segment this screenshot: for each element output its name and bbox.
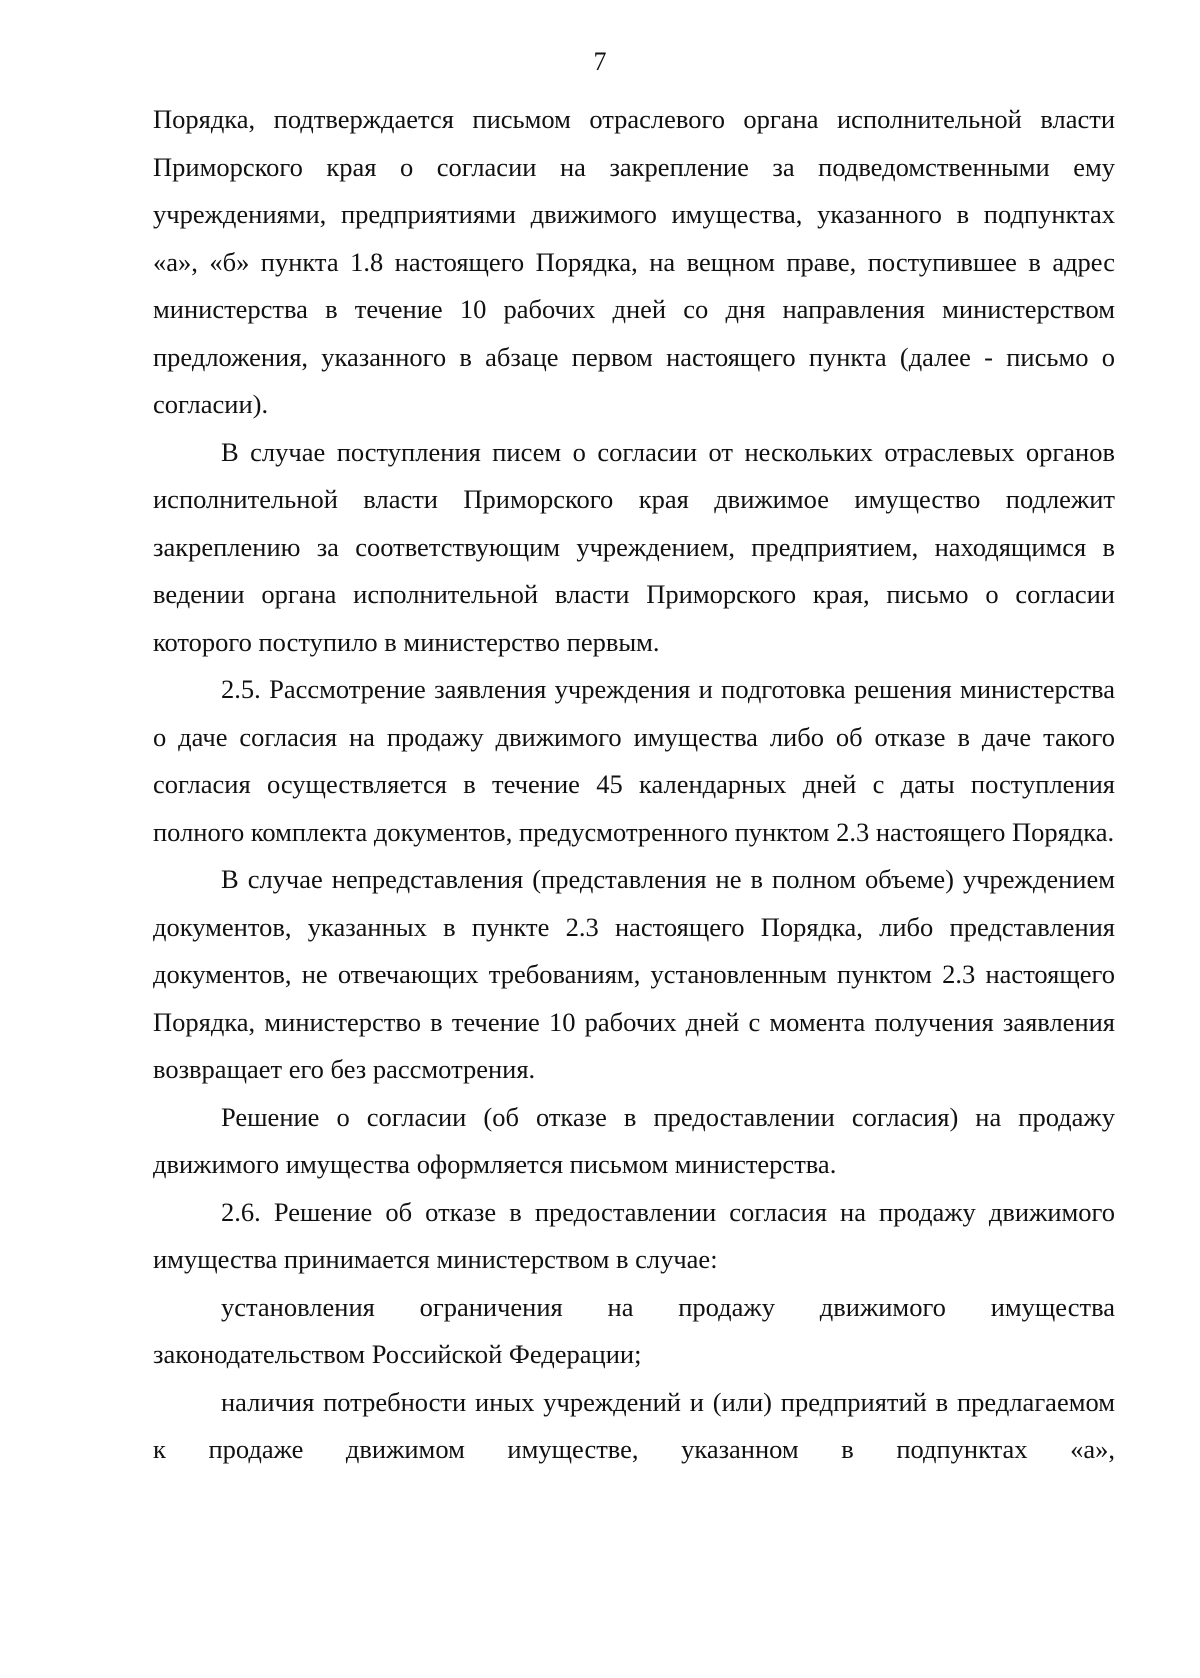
paragraph-continuation: Порядка, подтверждается письмом отраслевого органа исполнительной власти Приморского края о согласии на закрепление за подведомственными ему учреждениями, предприятиями движимого имущества, указанного в подпунктах «а», «б» пункта 1.8 настоящего Порядка, на вещном праве, поступившее в адрес министерства в течение 10 рабочих дней со дня направления министерством предложения, указанного в абзаце первом настоящего пункта (далее - письмо о согласии). <box>153 104 1115 419</box>
paragraph-2-6: 2.6. Решение об отказе в предоставлении согласия на продажу движимого имущества принимается министерством в случае: <box>153 1196 1115 1274</box>
paragraph-2-5: 2.5. Рассмотрение заявления учреждения и подготовка решения министерства о даче согласия на продажу движимого имущества либо об отказе в даче такого согласия осуществляется в течение 45 календарных дней с даты поступления полного комплекта документов, предусмотренного пунктом 2.3 настоящего Порядка. <box>153 674 1115 847</box>
paragraph-decision-letter: Решение о согласии (об отказе в предоставлении согласия) на продажу движимого имущества оформляется письмом министерства. <box>153 1101 1115 1179</box>
paragraph-incomplete-documents: В случае непредставления (представления не в полном объеме) учреждением документов, указанных в пункте 2.3 настоящего Порядка, либо представления документов, не отвечающих требованиям, установленным пунктом 2.3 настоящего Порядка, министерство в течение 10 рабочих дней с момента получения заявления возвращает его без рассмотрения. <box>153 864 1115 1084</box>
paragraph-restriction: установления ограничения на продажу движимого имущества законодательством Российской Федерации; <box>153 1291 1115 1369</box>
page-number: 7 <box>593 47 607 76</box>
paragraph-multiple-letters: В случае поступления писем о согласии от нескольких отраслевых органов исполнительной власти Приморского края движимое имущество подлежит закреплению за соответствующим учреждением, предприятием, находящимся в ведении органа исполнительной власти Приморского края, письмо о согласии которого поступило в министерство первым. <box>153 436 1115 657</box>
paragraph-other-needs: наличия потребности иных учреждений и (или) предприятий в предлагаемом к продаже движимом имуществе, указанном в подпунктах «а», <box>153 1386 1115 1464</box>
document-body <box>153 96 1115 1474</box>
